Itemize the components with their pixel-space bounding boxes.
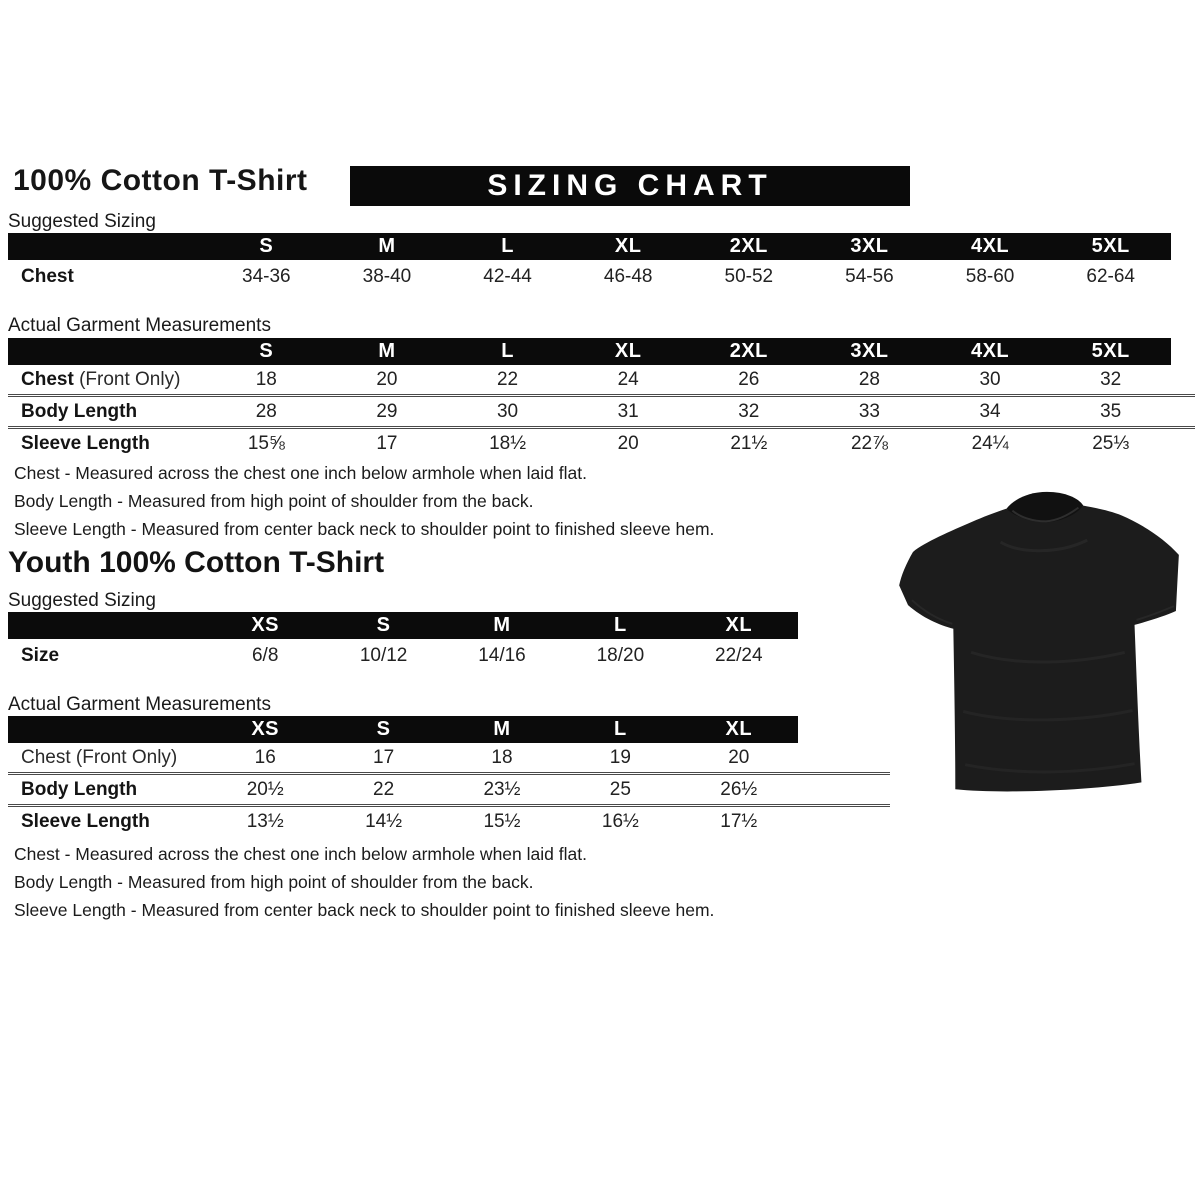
measurement-value: 20 [327, 365, 448, 396]
row-filler [1171, 260, 1195, 293]
measurement-row [8, 260, 1195, 293]
measurement-value: 15⅝ [247, 432, 285, 454]
youth-suggested-sizing-table [8, 612, 890, 672]
measurement-value: 54-56 [845, 265, 894, 287]
measurement-row [8, 774, 890, 806]
note-chest: Chest - Measured across the chest one inch below armhole when laid flat. [14, 844, 587, 864]
measurement-value: 14½ [365, 810, 403, 832]
row-filler [798, 743, 890, 774]
measurement-value: 34 [930, 396, 1051, 428]
size-column-header: 4XL [930, 338, 1051, 365]
row-label: Chest [21, 265, 74, 287]
note-body-length: Body Length - Measured from high point of shoulder from the back. [14, 491, 534, 511]
measurement-value: 18 [443, 743, 561, 774]
size-column-header: XL [568, 233, 689, 260]
youth-suggested-sizing-label: Suggested Sizing [8, 590, 156, 611]
size-column-header: M [327, 338, 448, 365]
size-column-header: L [447, 233, 568, 260]
measurement-value: 62-64 [1086, 265, 1135, 287]
row-label: Sleeve Length [21, 432, 150, 454]
size-column-header: S [206, 233, 327, 260]
measurement-value: 22 [447, 365, 568, 396]
youth-actual-measurements-label: Actual Garment Measurements [8, 694, 271, 715]
row-label: Body Length [8, 396, 206, 428]
measurement-value: 16½ [601, 810, 639, 832]
black-tshirt-photo [890, 483, 1190, 808]
measurement-value: 19 [561, 743, 679, 774]
size-column-header: 2XL [689, 338, 810, 365]
measurement-value: 32 [1050, 365, 1171, 396]
size-column-header: XL [568, 338, 689, 365]
size-header-row [8, 338, 1195, 365]
adult-actual-measurements-table [8, 338, 1195, 458]
adult-suggested-sizing-table [8, 233, 1195, 293]
row-label: Size [21, 644, 60, 666]
measurement-value: 28 [206, 396, 327, 428]
measurement-value: 6/8 [251, 644, 279, 666]
measurement-value: 18/20 [596, 644, 645, 666]
measurement-value: 22 [324, 774, 442, 806]
row-filler [1171, 365, 1195, 396]
adult-measurement-notes [14, 459, 714, 543]
note-body-length: Body Length - Measured from high point of shoulder from the back. [14, 872, 534, 892]
measurement-value: 25 [561, 774, 679, 806]
header-filler [1171, 233, 1195, 260]
measurement-row [8, 806, 890, 837]
size-column-header: XS [206, 612, 324, 639]
header-label-spacer [8, 338, 206, 365]
size-column-header: L [561, 612, 679, 639]
size-column-header: XL [680, 716, 798, 743]
measurement-value: 29 [327, 396, 448, 428]
measurement-value: 18 [206, 365, 327, 396]
row-label: Chest (Front Only) [8, 365, 206, 396]
measurement-value: 20 [617, 432, 639, 454]
measurement-row [8, 396, 1195, 428]
note-sleeve-length: Sleeve Length - Measured from center back neck to shoulder point to finished sleeve hem. [14, 900, 715, 920]
measurement-value: 16 [206, 743, 324, 774]
measurement-value: 10/12 [359, 644, 408, 666]
header-label-spacer [8, 612, 206, 639]
size-header-row [8, 233, 1195, 260]
size-column-header: XS [206, 716, 324, 743]
size-header-row [8, 716, 890, 743]
page-title: 100% Cotton T-Shirt [13, 164, 308, 197]
measurement-row [8, 743, 890, 774]
measurement-value: 17½ [720, 810, 758, 832]
note-chest: Chest - Measured across the chest one inch below armhole when laid flat. [14, 463, 587, 483]
measurement-value: 26 [689, 365, 810, 396]
header-filler [798, 716, 890, 743]
size-column-header: S [324, 716, 442, 743]
row-filler [798, 774, 890, 806]
youth-actual-measurements-table [8, 716, 890, 836]
youth-section-title: Youth 100% Cotton T-Shirt [8, 546, 385, 579]
measurement-value: 22⅞ [850, 432, 888, 454]
size-column-header: XL [680, 612, 798, 639]
measurement-value: 42-44 [483, 265, 532, 287]
measurement-value: 50-52 [724, 265, 774, 287]
measurement-row [8, 365, 1195, 396]
measurement-value: 31 [568, 396, 689, 428]
size-column-header: 4XL [930, 233, 1051, 260]
row-filler [1171, 396, 1195, 428]
measurement-value: 24 [568, 365, 689, 396]
size-column-header: 5XL [1050, 233, 1171, 260]
measurement-row [8, 639, 890, 672]
header-label-spacer [8, 716, 206, 743]
measurement-value: 33 [809, 396, 930, 428]
measurement-value: 46-48 [603, 265, 653, 287]
measurement-value: 32 [689, 396, 810, 428]
header-label-spacer [8, 233, 206, 260]
row-label: Chest (Front Only) [8, 743, 206, 774]
adult-actual-measurements-label: Actual Garment Measurements [8, 315, 271, 336]
measurement-value: 58-60 [965, 265, 1015, 287]
size-column-header: 2XL [689, 233, 810, 260]
size-column-header: 5XL [1050, 338, 1171, 365]
size-column-header: L [561, 716, 679, 743]
measurement-value: 14/16 [478, 644, 526, 666]
measurement-value: 20 [680, 743, 798, 774]
row-label: Sleeve Length [21, 810, 150, 832]
measurement-value: 25⅓ [1092, 432, 1130, 454]
measurement-value: 34-36 [242, 265, 291, 287]
measurement-value: 17 [376, 432, 398, 454]
measurement-value: 30 [930, 365, 1051, 396]
measurement-value: 28 [809, 365, 930, 396]
sizing-chart-banner: SIZING CHART [350, 166, 910, 206]
measurement-value: 26½ [680, 774, 798, 806]
measurement-row [8, 428, 1195, 459]
measurement-value: 17 [324, 743, 442, 774]
size-column-header: S [206, 338, 327, 365]
size-column-header: M [443, 612, 561, 639]
header-filler [798, 612, 890, 639]
measurement-value: 22/24 [715, 644, 763, 666]
measurement-value: 38-40 [362, 265, 412, 287]
header-filler [1171, 338, 1195, 365]
row-filler [798, 806, 890, 837]
size-column-header: 3XL [809, 338, 930, 365]
row-filler [798, 639, 890, 672]
measurement-value: 35 [1050, 396, 1171, 428]
size-column-header: M [443, 716, 561, 743]
size-column-header: L [447, 338, 568, 365]
row-label: Body Length [8, 774, 206, 806]
note-sleeve-length: Sleeve Length - Measured from center back neck to shoulder point to finished sleeve hem. [14, 519, 715, 539]
measurement-value: 23½ [443, 774, 561, 806]
measurement-value: 20½ [206, 774, 324, 806]
youth-measurement-notes [14, 840, 714, 924]
measurement-value: 13½ [246, 810, 284, 832]
measurement-value: 21½ [730, 432, 768, 454]
measurement-value: 30 [447, 396, 568, 428]
size-column-header: 3XL [809, 233, 930, 260]
measurement-value: 24¼ [971, 432, 1009, 454]
measurement-value: 15½ [483, 810, 521, 832]
size-header-row [8, 612, 890, 639]
row-filler [1171, 428, 1195, 459]
measurement-value: 18½ [489, 432, 527, 454]
size-column-header: M [327, 233, 448, 260]
adult-suggested-sizing-label: Suggested Sizing [8, 211, 156, 232]
size-column-header: S [324, 612, 442, 639]
